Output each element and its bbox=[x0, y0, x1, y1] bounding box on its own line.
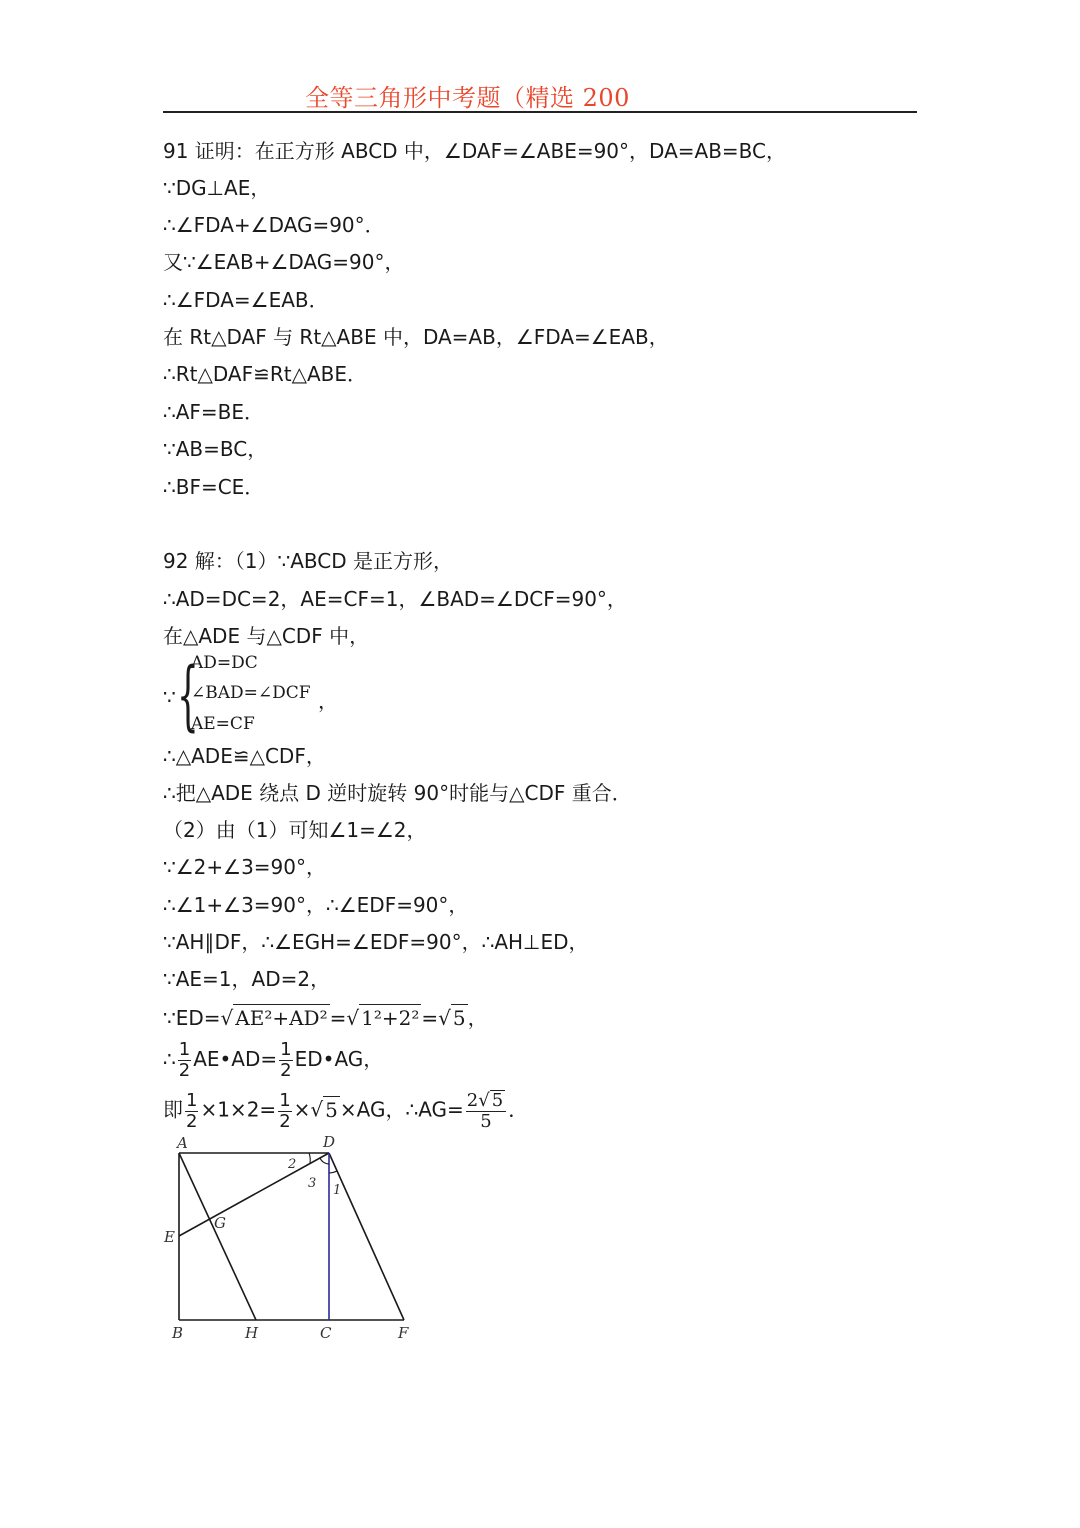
fraction-denominator: 2 bbox=[279, 1110, 291, 1132]
final-suffix: ． bbox=[508, 1097, 529, 1122]
p91-line-6: 在 Rt△DAF 与 Rt△ABE 中，DA=AB，∠FDA=∠EAB， bbox=[163, 325, 669, 349]
ed-suffix: ， bbox=[467, 1006, 488, 1030]
fraction-denominator: 2 bbox=[186, 1110, 198, 1132]
p92-line-3: 在△ADE 与△CDF 中， bbox=[163, 624, 370, 648]
ed-radicand-1: AE²+AD² bbox=[235, 1006, 328, 1030]
half-fraction bbox=[185, 1091, 198, 1132]
sqrt-sign: √ bbox=[346, 1006, 360, 1030]
area-mid-1: AE•AD= bbox=[193, 1047, 278, 1071]
fraction-numerator: 1 bbox=[279, 1089, 291, 1111]
label-e: E bbox=[164, 1228, 175, 1246]
numerator-coefficient: 2 bbox=[466, 1090, 479, 1111]
p92-line-6: （2）由（1）可知∠1=∠2， bbox=[163, 818, 427, 842]
angle-arc-3 bbox=[320, 1158, 329, 1164]
final-mid-3: ×AG，∴AG= bbox=[339, 1097, 464, 1122]
area-mid-2: ED•AG， bbox=[294, 1047, 384, 1071]
half-fraction bbox=[178, 1040, 191, 1081]
p92-line-8: ∴∠1+∠3=90°，∴∠EDF=90°， bbox=[163, 893, 469, 917]
label-a: A bbox=[177, 1134, 188, 1152]
fraction-numerator: 1 bbox=[186, 1089, 198, 1111]
ed-eq-2: = bbox=[421, 1006, 439, 1030]
ed-radicand-3: 5 bbox=[452, 1006, 466, 1030]
final-mid-1: ×1×2= bbox=[200, 1097, 277, 1122]
label-angle-2: 2 bbox=[288, 1157, 297, 1172]
p92-line-5: ∴把△ADE 绕点 D 逆时旋转 90°时能与△CDF 重合． bbox=[163, 781, 632, 805]
system-comma: ， bbox=[318, 689, 338, 713]
equation-system bbox=[163, 650, 363, 743]
ed-eq-1: = bbox=[329, 1006, 347, 1030]
p91-line-1: 91 证明：在正方形 ABCD 中，∠DAF=∠ABE=90°，DA=AB=BC， bbox=[163, 139, 787, 163]
final-radicand: 5 bbox=[325, 1097, 338, 1122]
fraction-denominator: 5 bbox=[480, 1111, 492, 1132]
label-b: B bbox=[172, 1324, 184, 1342]
sqrt-sign: √ bbox=[310, 1097, 324, 1122]
label-f: F bbox=[398, 1324, 409, 1342]
label-angle-1: 1 bbox=[333, 1183, 342, 1198]
label-angle-3: 3 bbox=[308, 1176, 317, 1191]
fraction-numerator: 1 bbox=[280, 1039, 292, 1060]
final-mid-2: × bbox=[293, 1097, 311, 1122]
segment-df bbox=[329, 1153, 404, 1320]
header-rule bbox=[163, 111, 917, 113]
sqrt-sign: √ bbox=[438, 1006, 451, 1030]
sqrt-sign: √ bbox=[220, 1006, 234, 1030]
p92-line-4: ∴△ADE≌△CDF， bbox=[163, 744, 326, 768]
system-row-1: AD=DC bbox=[191, 653, 258, 673]
half-fraction bbox=[278, 1091, 291, 1132]
p91-line-4: 又∵∠EAB+∠DAG=90°， bbox=[163, 250, 405, 274]
p92-line-1: 92 解：（1）∵ABCD 是正方形， bbox=[163, 549, 454, 573]
ed-formula bbox=[163, 1004, 488, 1031]
p91-line-5: ∴∠FDA=∠EAB． bbox=[163, 288, 329, 312]
label-h: H bbox=[245, 1324, 259, 1342]
document-title: 全等三角形中考题（精选 200 bbox=[305, 84, 630, 112]
p92-line-2: ∴AD=DC=2，AE=CF=1，∠BAD=∠DCF=90°， bbox=[163, 587, 627, 611]
p91-line-10: ∴BF=CE． bbox=[163, 475, 265, 499]
system-row-3: AE=CF bbox=[191, 714, 255, 734]
p91-line-3: ∴∠FDA+∠DAG=90°． bbox=[163, 213, 385, 237]
label-g: G bbox=[214, 1214, 226, 1232]
p91-line-2: ∵DG⊥AE， bbox=[163, 176, 271, 200]
ed-prefix: ∵ED= bbox=[163, 1006, 221, 1030]
final-formula bbox=[163, 1090, 528, 1132]
p91-line-8: ∴AF=BE． bbox=[163, 400, 265, 424]
p92-line-9: ∵AH∥DF，∴∠EGH=∠EDF=90°，∴AH⊥ED， bbox=[163, 930, 589, 954]
numerator-radicand: 5 bbox=[491, 1090, 504, 1111]
left-brace: { bbox=[177, 650, 199, 739]
segment-ed bbox=[179, 1153, 329, 1236]
ed-radicand-2: 1²+2² bbox=[361, 1006, 420, 1030]
p92-line-7: ∵∠2+∠3=90°， bbox=[163, 855, 326, 879]
area-formula bbox=[163, 1040, 383, 1081]
label-c: C bbox=[320, 1324, 332, 1342]
geometry-figure bbox=[150, 1128, 430, 1353]
fraction-numerator: 2√ 5 bbox=[466, 1090, 506, 1112]
fraction-denominator: 2 bbox=[280, 1060, 292, 1081]
final-prefix: 即 bbox=[163, 1097, 183, 1122]
angle-arc-2 bbox=[309, 1153, 310, 1163]
segment-ah bbox=[179, 1153, 256, 1320]
since-symbol: ∵ bbox=[163, 685, 176, 709]
label-d: D bbox=[323, 1133, 336, 1151]
p91-line-9: ∵AB=BC， bbox=[163, 437, 268, 461]
p92-line-10: ∵AE=1，AD=2， bbox=[163, 967, 331, 991]
area-prefix: ∴ bbox=[163, 1047, 176, 1071]
angle-arc-1 bbox=[329, 1171, 337, 1173]
p91-line-7: ∴Rt△DAF≌Rt△ABE． bbox=[163, 362, 367, 386]
fraction-denominator: 2 bbox=[178, 1060, 191, 1081]
fraction-numerator: 1 bbox=[178, 1039, 191, 1060]
ag-fraction bbox=[466, 1090, 506, 1132]
half-fraction bbox=[279, 1040, 292, 1081]
system-row-2: ∠BAD=∠DCF bbox=[191, 683, 311, 703]
